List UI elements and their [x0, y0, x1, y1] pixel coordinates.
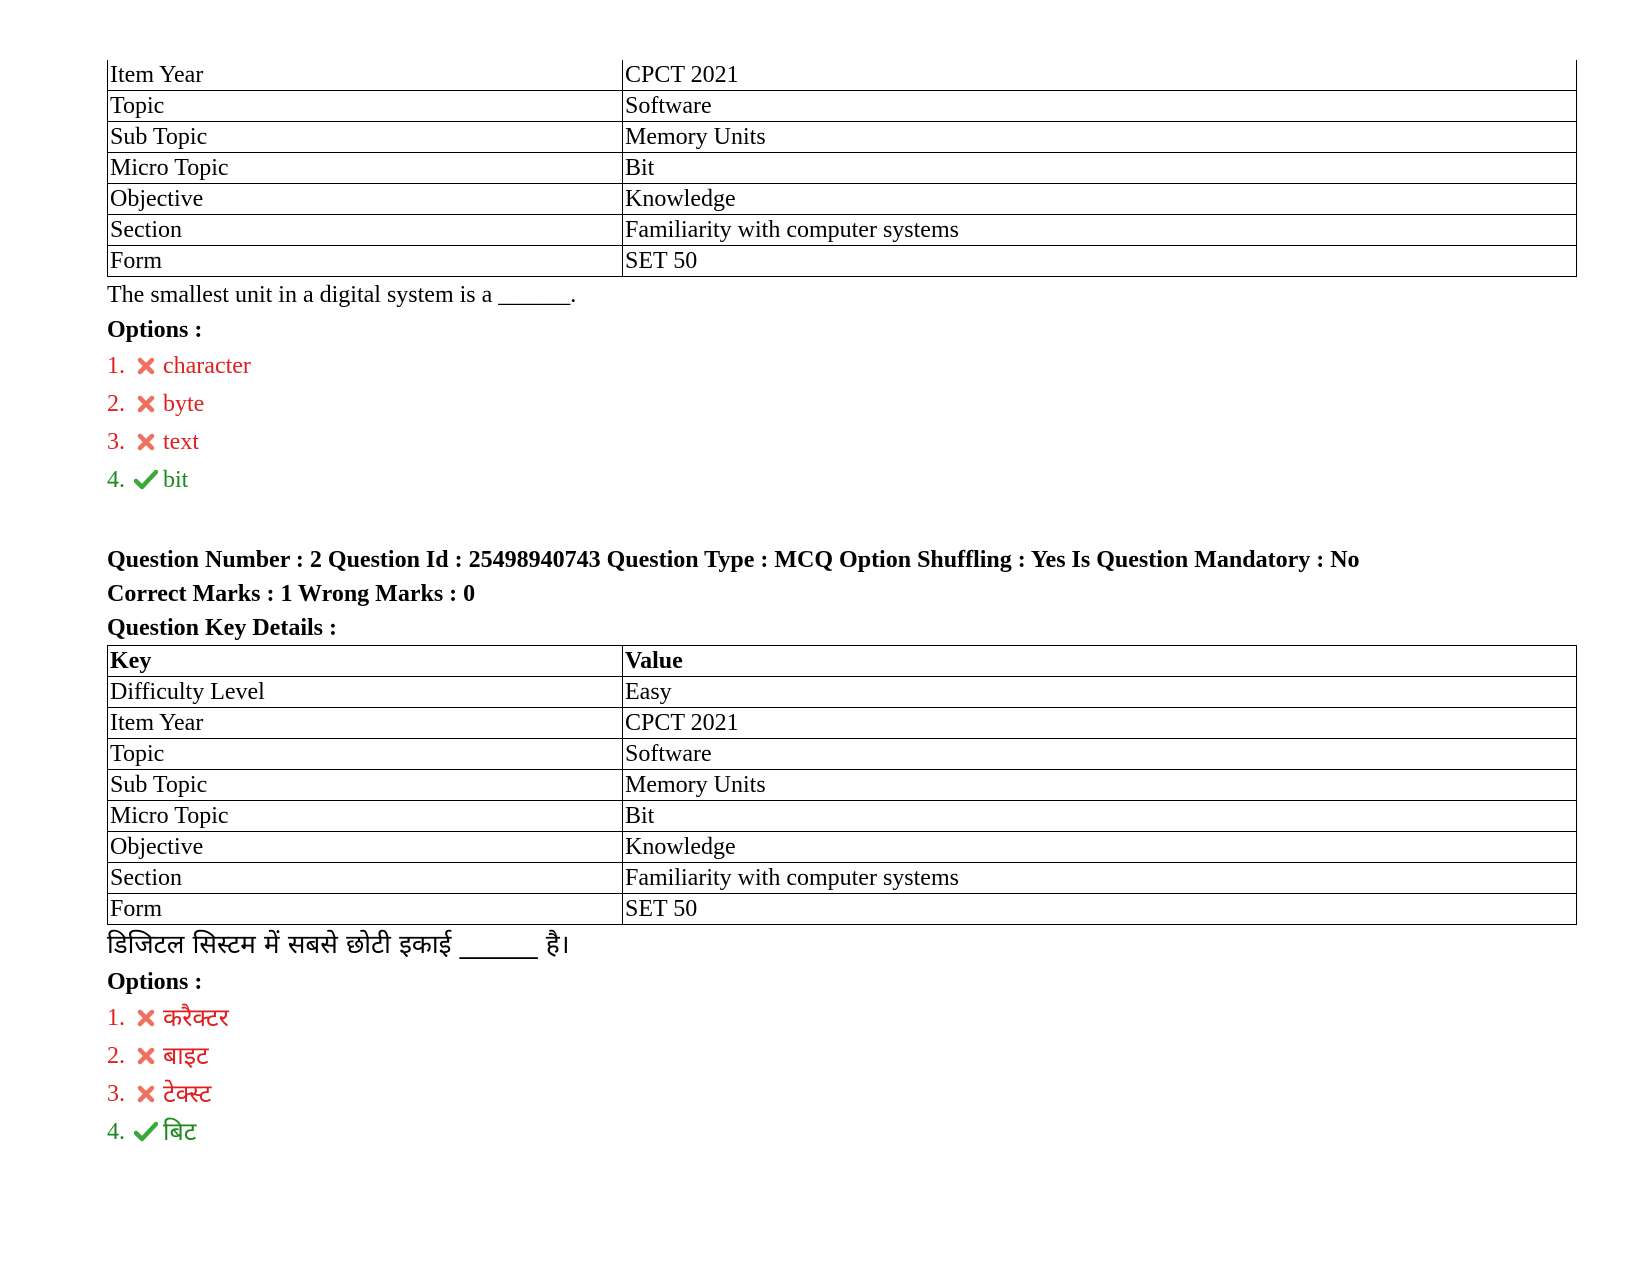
- value-cell: CPCT 2021: [623, 60, 1577, 91]
- table-row: [108, 91, 1577, 122]
- option-item: [107, 1075, 1577, 1113]
- table-row: [108, 894, 1577, 925]
- key-cell: Section: [108, 215, 623, 246]
- key-cell: Sub Topic: [108, 770, 623, 801]
- value-cell: Memory Units: [623, 122, 1577, 153]
- cross-icon: [131, 1085, 161, 1103]
- key-cell: Topic: [108, 91, 623, 122]
- option-text: बिट: [163, 1117, 197, 1146]
- q2-options-label: Options :: [107, 969, 203, 995]
- option-text: character: [163, 353, 251, 379]
- value-cell: Bit: [623, 801, 1577, 832]
- q2-marks-line: Correct Marks : 1 Wrong Marks : 0: [107, 581, 476, 607]
- key-cell: Sub Topic: [108, 122, 623, 153]
- value-cell: Knowledge: [623, 184, 1577, 215]
- option-item: [107, 347, 1577, 385]
- option-text: टेक्स्ट: [163, 1079, 212, 1108]
- table-row: [108, 832, 1577, 863]
- option-item: [107, 423, 1577, 461]
- table-row: [108, 122, 1577, 153]
- q2-key-details-label: Question Key Details :: [107, 615, 337, 641]
- value-cell: Software: [623, 739, 1577, 770]
- q1-question-text: The smallest unit in a digital system is a ______.: [107, 282, 577, 308]
- q1-options-list: [107, 347, 1577, 499]
- check-icon: [131, 1121, 161, 1143]
- option-item: [107, 1037, 1577, 1075]
- q1-key-details-table: [107, 60, 1577, 277]
- option-item: [107, 1113, 1577, 1151]
- table-row: [108, 153, 1577, 184]
- table-row: [108, 677, 1577, 708]
- value-cell: Easy: [623, 677, 1577, 708]
- cross-icon: [131, 357, 161, 375]
- key-cell: Objective: [108, 832, 623, 863]
- value-cell: SET 50: [623, 246, 1577, 277]
- value-cell: Bit: [623, 153, 1577, 184]
- value-cell: Memory Units: [623, 770, 1577, 801]
- key-cell: Form: [108, 894, 623, 925]
- key-cell: Micro Topic: [108, 153, 623, 184]
- q2-meta-line: Question Number : 2 Question Id : 25498940743 Question Type : MCQ Option Shuffling : Yes Is Question Mandatory : No: [107, 547, 1360, 573]
- q1-options-label: Options :: [107, 317, 203, 343]
- option-number: 4.: [107, 467, 125, 493]
- key-cell: Item Year: [108, 60, 623, 91]
- table-row: [108, 708, 1577, 739]
- table-row: [108, 215, 1577, 246]
- value-cell: Knowledge: [623, 832, 1577, 863]
- check-icon: [131, 469, 161, 491]
- cross-icon: [131, 1047, 161, 1065]
- option-number: 1.: [107, 1005, 125, 1031]
- key-cell: Difficulty Level: [108, 677, 623, 708]
- key-cell: Topic: [108, 739, 623, 770]
- key-cell: Item Year: [108, 708, 623, 739]
- cross-icon: [131, 395, 161, 413]
- table-row: [108, 770, 1577, 801]
- key-cell: Form: [108, 246, 623, 277]
- value-cell: Familiarity with computer systems: [623, 863, 1577, 894]
- key-cell: Section: [108, 863, 623, 894]
- option-text: बाइट: [163, 1041, 209, 1070]
- option-item: [107, 385, 1577, 423]
- cross-icon: [131, 433, 161, 451]
- option-text: bit: [163, 467, 189, 493]
- value-cell: Familiarity with computer systems: [623, 215, 1577, 246]
- q2-options-list: [107, 999, 1577, 1151]
- option-number: 3.: [107, 1081, 125, 1107]
- header-key-cell: Key: [108, 646, 623, 677]
- value-cell: CPCT 2021: [623, 708, 1577, 739]
- question-paper-page: [107, 60, 1577, 1151]
- table-row: [108, 801, 1577, 832]
- option-number: 2.: [107, 1043, 125, 1069]
- option-item: [107, 461, 1577, 499]
- option-number: 2.: [107, 391, 125, 417]
- table-row: [108, 246, 1577, 277]
- q2-question-text: डिजिटल सिस्टम में सबसे छोटी इकाई ______ है।: [107, 930, 570, 960]
- option-text: text: [163, 429, 199, 455]
- q2-key-details-table: [107, 645, 1577, 925]
- option-text: byte: [163, 391, 205, 417]
- table-row: [108, 184, 1577, 215]
- key-cell: Micro Topic: [108, 801, 623, 832]
- option-number: 3.: [107, 429, 125, 455]
- option-number: 1.: [107, 353, 125, 379]
- cross-icon: [131, 1009, 161, 1027]
- table-row: [108, 739, 1577, 770]
- option-number: 4.: [107, 1119, 125, 1145]
- header-value-cell: Value: [623, 646, 1577, 677]
- table-row: [108, 863, 1577, 894]
- option-text: करैक्टर: [163, 1003, 229, 1032]
- value-cell: SET 50: [623, 894, 1577, 925]
- option-item: [107, 999, 1577, 1037]
- table-row: [108, 60, 1577, 91]
- key-cell: Objective: [108, 184, 623, 215]
- table-header-row: [108, 646, 1577, 677]
- value-cell: Software: [623, 91, 1577, 122]
